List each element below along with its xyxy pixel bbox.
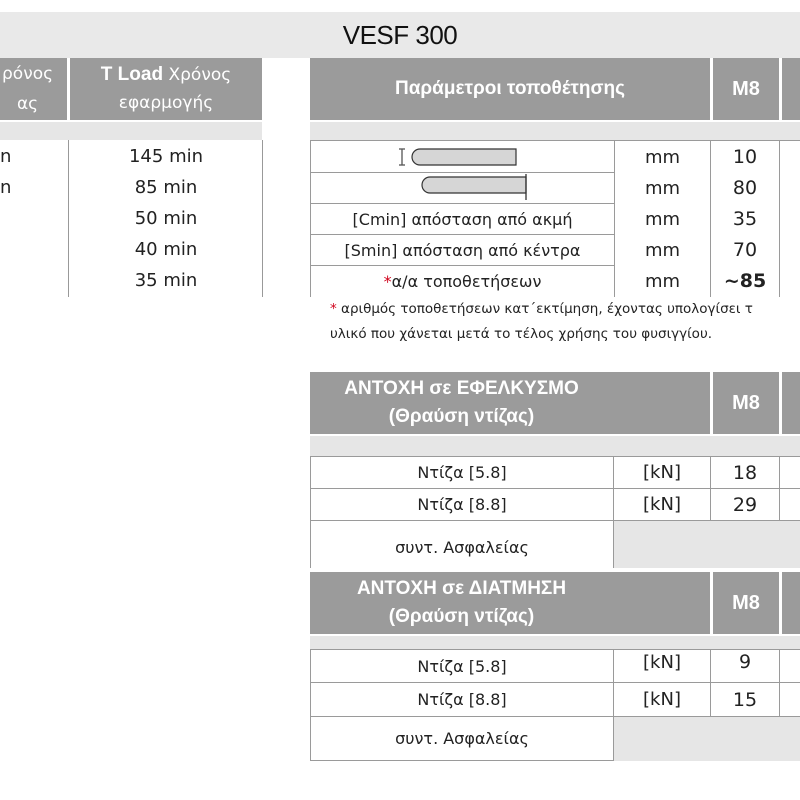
- tension-table-header: [310, 372, 613, 434]
- install-row-5-label: α/α τοποθετήσεων: [391, 271, 542, 291]
- left-column-divider: [68, 140, 69, 297]
- tension-row-2-value: 29: [732, 493, 758, 516]
- install-row-4-unit: mm: [644, 239, 681, 261]
- install-strip: [310, 122, 800, 140]
- footnote-text-1: αριθμός τοποθετήσεων κατ΄εκτίμηση, έχοντας υπολογίσει τ: [336, 301, 753, 317]
- shear-table-header: [310, 572, 613, 634]
- install-table-header: Παράμετροι τοποθέτησης: [310, 58, 710, 120]
- install-col-m8: M8: [713, 58, 779, 120]
- footnote-line-2: υλικό που χάνεται μετά το τέλος χρήσης του φυσιγγίου.: [330, 326, 713, 342]
- install-row-4-value: 70: [732, 239, 758, 261]
- tload-label-rest: Χρόνος: [163, 65, 232, 85]
- install-row-line: [310, 172, 615, 173]
- shear-header-line1: ΑΝΤΟΧΗ σε ΔΙΑΤΜΗΣΗ: [356, 578, 567, 599]
- install-row-4-param: [Smin] απόσταση από κέντρα: [344, 240, 581, 260]
- install-row-3-value: 35: [732, 208, 758, 230]
- install-top-line: [310, 140, 800, 141]
- install-row-1-value: 10: [732, 146, 758, 168]
- tension-safety-label: συντ. Ασφαλείας: [395, 538, 529, 557]
- install-row-3-param: [Cmin] απόσταση από ακμή: [352, 209, 573, 229]
- install-row-5-unit: mm: [644, 270, 681, 292]
- left-row-2-col2: 85 min: [134, 177, 198, 198]
- shear-row-1-label: Ντίζα [5.8]: [417, 656, 507, 676]
- shear-row-1-unit: [kN]: [643, 651, 681, 673]
- install-row-2-unit: mm: [644, 177, 681, 199]
- shear-row-2-value: 15: [732, 688, 758, 711]
- page-title: VESF 300: [342, 20, 458, 50]
- shear-safety-label: συντ. Ασφαλείας: [395, 729, 529, 748]
- tension-unit-header: [613, 372, 710, 434]
- footnote-line-1: [330, 301, 800, 321]
- tension-row-2-unit: [kN]: [643, 494, 681, 515]
- shear-header-line2: (Θραύση ντίζας): [388, 606, 535, 627]
- footnote-marker: *: [383, 271, 392, 291]
- left-row-1-col2: 145 min: [128, 146, 204, 167]
- left-row-3-col2: 50 min: [134, 208, 198, 229]
- shear-row-2-unit: [kN]: [643, 689, 681, 710]
- install-row-5-value: ~85: [723, 270, 767, 292]
- left-header-col2: [70, 58, 262, 120]
- left-header-col1: ρόνος ας: [0, 58, 67, 120]
- tension-strip: [310, 436, 800, 456]
- shear-col-m8: M8: [713, 572, 779, 634]
- install-row-1-unit: mm: [644, 146, 681, 168]
- anchor-length-icon: [418, 174, 530, 202]
- footnote-star: *: [330, 301, 337, 317]
- install-row-3-unit: mm: [644, 208, 681, 230]
- left-row-4-col2: 40 min: [134, 239, 198, 260]
- install-row-5-param: [311, 266, 614, 296]
- left-strip: [0, 122, 262, 140]
- tension-col-m8: M8: [713, 372, 779, 434]
- tload-label-line2: εφαρμογής: [118, 93, 214, 113]
- left-table-right-border: [262, 140, 263, 297]
- tension-row-1-label: Ντίζα [5.8]: [417, 463, 507, 482]
- shear-row-1-value: 9: [738, 651, 752, 673]
- shear-row-2-label: Ντίζα [8.8]: [417, 690, 507, 709]
- left-row-2-col1: n: [0, 177, 12, 198]
- tload-label: T Load: [100, 64, 164, 85]
- shear-safety-fill: [614, 717, 800, 761]
- tension-row-1-unit: [kN]: [643, 462, 681, 483]
- shear-m8-right: [779, 649, 780, 717]
- shear-unit-header: [613, 572, 710, 634]
- left-row-1-col1: n: [0, 146, 12, 167]
- install-m8-right: [779, 140, 780, 297]
- tension-row-2-label: Ντίζα [8.8]: [417, 495, 507, 514]
- install-row-2-value: 80: [732, 177, 758, 199]
- left-row-5-col2: 35 min: [134, 270, 198, 291]
- tension-col-next: [782, 372, 800, 434]
- shear-col-next: [782, 572, 800, 634]
- tension-header-line1: ΑΝΤΟΧΗ σε ΕΦΕΛΚΥΣΜΟ: [344, 378, 579, 399]
- shear-bottom-line: [310, 760, 614, 761]
- install-col-next: [782, 58, 800, 120]
- tension-row-1-value: 18: [732, 461, 758, 484]
- tension-header-line2: (Θραύση ντίζας): [388, 406, 535, 427]
- anchor-depth-icon: [398, 146, 522, 168]
- tension-safety-fill: [614, 521, 800, 568]
